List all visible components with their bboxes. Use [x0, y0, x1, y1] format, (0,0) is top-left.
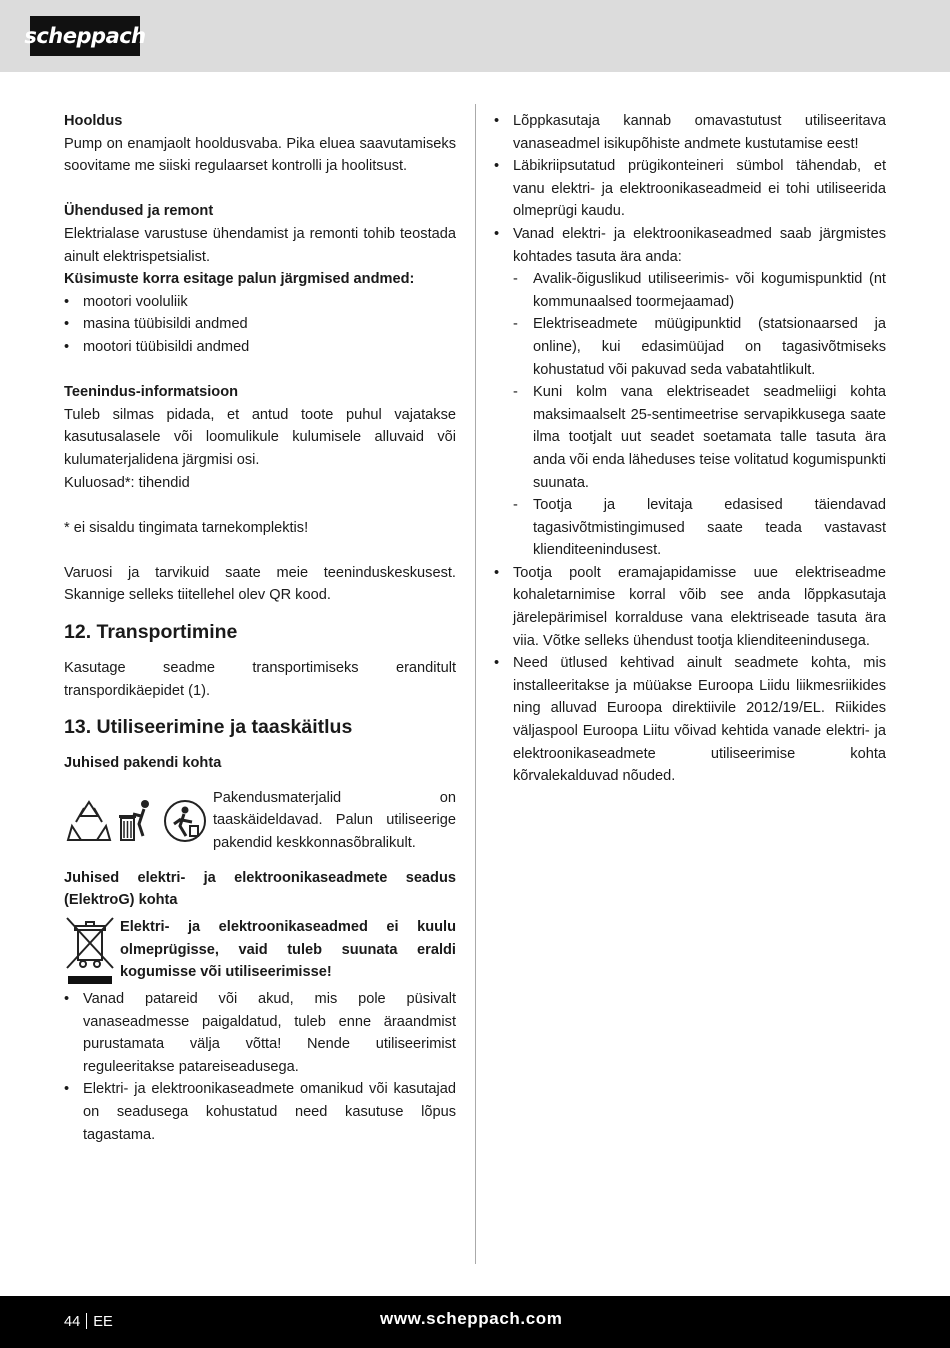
list-item: • Lõppkasutaja kannab omavastutust utiliseeritava vanaseadmel isikupõhiste andmete kustutamise eest! [494, 110, 886, 155]
list-item: • Elektri- ja elektroonikaseadmete omanikud või kasutajad on seadusega kohustatud need kasutuse lõpus tagastama. [64, 1078, 456, 1146]
utiliseerimine-heading: 13. Utiliseerimine ja taaskäitlus [64, 716, 353, 739]
list-item: - Elektriseadmete müügipunktid (statsionaarsed ja online), kui edasimüüjad on tagasivõtmiseks kohustatud või pakuvad seda vabatahtlikult. [494, 313, 886, 381]
page-header [0, 0, 950, 72]
transport-text: Kasutage seadme transportimiseks eranditult transpordikäepidet (1). [64, 660, 456, 699]
packaging-symbols [64, 787, 456, 855]
recycle-icon [64, 796, 114, 846]
weee-notice [64, 916, 456, 988]
kusimuste-list [64, 291, 456, 359]
green-dot-icon [160, 796, 210, 846]
list-item: • mootori vooluliik [64, 291, 456, 314]
pakend-text: Pakendusmaterjalid on taaskäideldavad. Palun utiliseerige pakendid keskkonnasõbralikult. [213, 789, 456, 852]
list-item: - Tootja ja levitaja edasised täiendavad tagasivõtmistingimused saate teada vastavast klienditeenindusest. [494, 494, 886, 562]
hooldus-title: Hooldus [64, 113, 123, 129]
teenindus-title: Teenindus-informatsioon [64, 384, 239, 401]
elektrog-list [64, 988, 456, 1146]
left-column [64, 110, 456, 1146]
uhendused-text: Elektrialase varustuse ühendamist ja remonti tohib teostada ainult elektrispetsialist. [64, 225, 456, 265]
tidyman-icon [117, 796, 157, 846]
website-url: www.scheppach.com [380, 1309, 563, 1328]
elektrog-title: Juhised elektri- ja elektroonikaseadmete seadus (ElektroG) kohta [64, 869, 456, 909]
language-code: EE [93, 1314, 113, 1330]
list-item: • Tootja poolt eramajapidamisse uue elektriseadme kohaletarnimise korral võib see anda lõppkasutaja järelepärimisel korralduse vana elektriseade tasuta ära viia. Võtke selleks ühendust tootja klienditeenindusega. [494, 562, 886, 652]
list-item: - Kuni kolm vana elektriseadet seadmeliigi kohta maksimaalselt 25-sentimeetrise servapikkusega saate ilma tootjalt uut seadet soetamata talle tasuta ära anda või enda läheduses teise volitatud kogumispunkti suunata. [494, 381, 886, 494]
page-footer [0, 1296, 950, 1348]
kuluosad-text: Kuluosad*: tihendid [64, 474, 190, 491]
kusimuste-title: Küsimuste korra esitage palun järgmised andmed: [64, 271, 415, 288]
transport-heading: 12. Transportimine [64, 621, 238, 644]
teenindus-text: Tuleb silmas pidada, et antud toote puhul vajatakse kasutusalasele või loomulikule kulumisele alluvaid või kulumaterjalidena järgmisi osi. [64, 406, 456, 468]
list-item: • masina tüübisildi andmed [64, 313, 456, 336]
crossed-bin-icon [64, 916, 116, 988]
disposal-list-continued [494, 562, 886, 788]
page-number: 44 [64, 1314, 81, 1330]
varuosi-text: Varuosi ja tarvikuid saate meie teeninduskeskusest. Skannige selleks tiitellehel olev QR kood. [64, 564, 456, 604]
uhendused-title: Ühendused ja remont [64, 203, 214, 220]
list-item: • Vanad patareid või akud, mis pole püsivalt vanaseadmesse paigaldatud, tuleb enne äraandmist purustamata välja võtta! Nende utiliseerimist reguleeritakse patareiseadusega. [64, 988, 456, 1078]
list-item-text: Vanad elektri- ja elektroonikaseadmed saab järgmistes kohtades tasuta ära anda: [513, 225, 886, 265]
column-divider [475, 104, 476, 1264]
footer-separator [86, 1313, 87, 1329]
footnote-text: * ei sisaldu tingimata tarnekomplektis! [64, 519, 309, 536]
list-item: - Avalik-õiguslikud utiliseerimis- või kogumispunktid (nt kommunaalsed toormejaamad) [494, 268, 886, 313]
scheppach-logo: scheppach [30, 16, 140, 56]
collection-points-list [494, 268, 886, 562]
weee-text: Elektri- ja elektroonikaseadmed ei kuulu olmeprügisse, vaid tuleb suunata eraldi kogumisse või utiliseerimisse! [120, 919, 456, 981]
right-column [494, 110, 886, 788]
list-item: • Läbikriipsutatud prügikonteineri sümbol tähendab, et vanu elektri- ja elektroonikaseadmeid ei tohi utiliseerida olmeprügi kaudu. [494, 155, 886, 223]
pakend-title: Juhised pakendi kohta [64, 755, 222, 772]
disposal-list [494, 110, 886, 268]
hooldus-text: Pump on enamjaolt hooldusvaba. Pika eluea saavutamiseks soovitame me siiski regulaarset kontrolli ja hoolitsust. [64, 135, 456, 175]
list-item: • Need ütlused kehtivad ainult seadmete kohta, mis installeeritakse ja müüakse Euroopa Liidu liikmesriikides ning alluvad Euroopa direktiivile 2012/19/EL. Riikides väljaspool Euroopa Liitu võivad kehtida vanade elektri- ja elektroonikaseadmete utiliseerimise kohta kõrvalekalduvad nõuded. [494, 652, 886, 788]
list-item: • mootori tüübisildi andmed [64, 336, 456, 359]
list-item [494, 223, 886, 268]
